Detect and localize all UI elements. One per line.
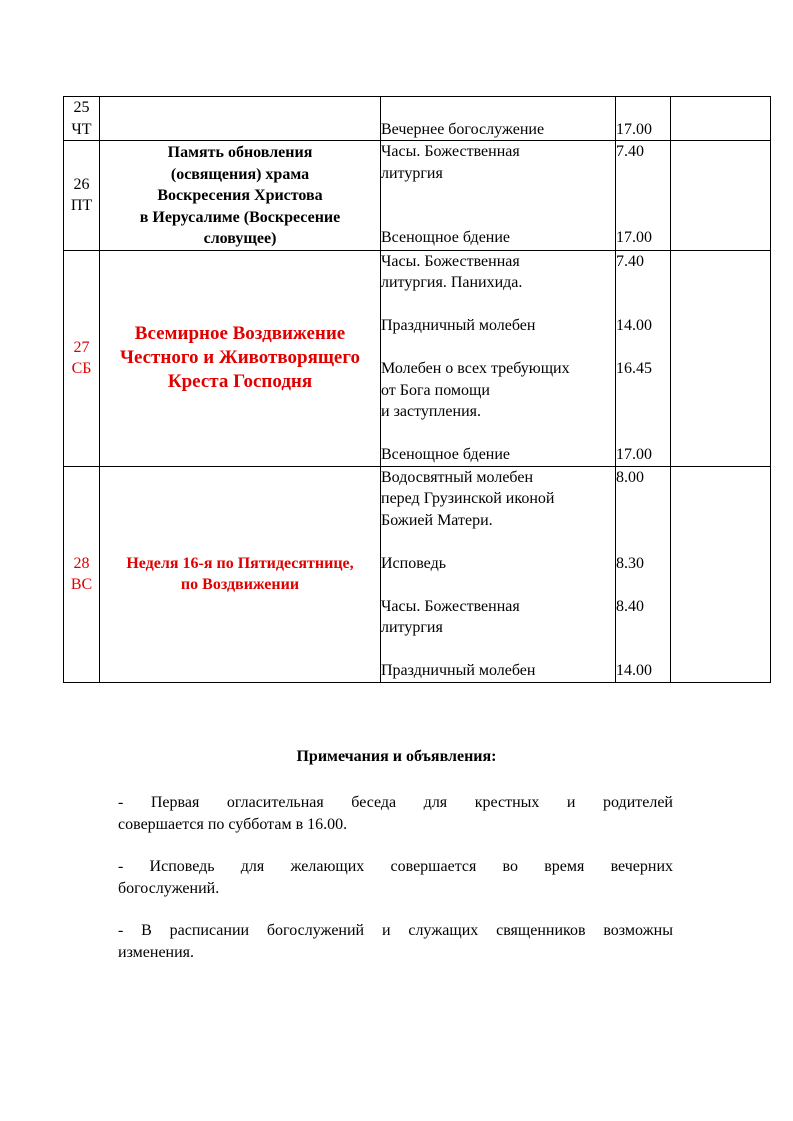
- service-name: Всенощное бдение: [381, 229, 511, 246]
- service-time: 17.00: [616, 446, 652, 463]
- schedule-row: [64, 97, 771, 141]
- feast-title-line: Память обновления: [167, 144, 313, 161]
- service-time: 14.00: [616, 662, 652, 679]
- service-time: [616, 401, 670, 423]
- service-time: [616, 163, 670, 185]
- service-name: [381, 423, 615, 445]
- service-name: литургия. Панихида.: [381, 274, 523, 291]
- feast-cell: [100, 97, 381, 141]
- feast-title-line: Креста Господня: [167, 371, 313, 392]
- service-name: Вечернее богослужение: [381, 120, 545, 138]
- service-time: 14.00: [616, 317, 652, 334]
- service-time: 17.00: [616, 120, 652, 138]
- feast-title-line: в Иерусалиме (Воскресение: [139, 208, 341, 226]
- times-cell: [616, 141, 671, 251]
- service-name: от Бога помощи: [381, 381, 490, 399]
- service-name: литургия: [381, 619, 443, 636]
- note-line: - В расписании богослужений и служащих священников возможны: [118, 922, 673, 939]
- times-cell: [616, 466, 671, 682]
- service-time: [616, 294, 670, 316]
- day-cell: [64, 250, 100, 466]
- service-time: 16.45: [616, 360, 652, 377]
- service-name: [381, 337, 615, 359]
- service-name: литургия: [381, 164, 443, 182]
- service-name: Праздничный молебен: [381, 317, 536, 334]
- service-name: [381, 184, 615, 206]
- service-name: Исповедь: [381, 554, 447, 572]
- service-time: [616, 272, 670, 294]
- services-cell: [381, 97, 616, 141]
- service-time: [616, 380, 670, 402]
- service-name: Праздничный молебен: [381, 662, 536, 679]
- service-name: Водосвятный молебен: [381, 468, 534, 486]
- note-item: [118, 856, 673, 899]
- schedule-table: [63, 96, 771, 683]
- services-cell: [381, 141, 616, 251]
- feast-cell: [100, 466, 381, 682]
- feast-title-line: Неделя 16-я по Пятидесятнице,: [126, 554, 354, 572]
- service-time: 7.40: [616, 143, 644, 160]
- service-name: Божией Матери.: [381, 511, 493, 529]
- note-item: [118, 920, 673, 963]
- day-number: 26: [73, 175, 90, 193]
- day-number: 25: [73, 99, 90, 116]
- service-name: Часы. Божественная: [381, 597, 520, 615]
- empty-cell: [671, 97, 771, 141]
- service-time: [616, 574, 670, 596]
- service-time: [616, 639, 670, 661]
- service-name: [381, 639, 615, 661]
- service-name: [381, 531, 615, 553]
- feast-cell: [100, 141, 381, 251]
- note-item: [118, 792, 673, 835]
- service-time: [616, 423, 670, 445]
- feast-title-line: Воскресения Христова: [157, 187, 323, 204]
- service-name: Часы. Божественная: [381, 252, 520, 270]
- day-cell: [64, 466, 100, 682]
- note-line: - Первая огласительная беседа для крестных и родителей: [118, 794, 673, 811]
- service-time: [616, 184, 670, 206]
- times-cell: [616, 97, 671, 141]
- day-weekday: ЧТ: [71, 120, 92, 138]
- feast-title-line: словущее): [203, 230, 277, 247]
- service-name: [381, 206, 615, 228]
- feast-title-line: по Воздвижении: [180, 576, 300, 593]
- service-time: 8.00: [616, 468, 644, 486]
- services-cell: [381, 250, 616, 466]
- day-weekday: СБ: [71, 360, 92, 377]
- service-time: 8.40: [616, 597, 644, 615]
- schedule-row: [64, 466, 771, 682]
- empty-cell: [671, 250, 771, 466]
- service-name: Всенощное бдение: [381, 446, 511, 463]
- day-number: 28: [73, 554, 90, 572]
- service-time: [616, 206, 670, 228]
- notes-title: Примечания и объявления:: [296, 748, 497, 765]
- note-line: совершается по субботам в 16.00.: [118, 815, 348, 833]
- service-time: [616, 617, 670, 639]
- feast-title-line: (освящения) храма: [170, 165, 310, 183]
- service-time: [616, 531, 670, 553]
- day-weekday: ВС: [70, 576, 93, 593]
- empty-cell: [671, 141, 771, 251]
- service-time: [616, 337, 670, 359]
- service-time: 8.30: [616, 554, 644, 572]
- feast-title-line: Всемирное Воздвижение: [134, 323, 346, 344]
- day-cell: [64, 141, 100, 251]
- service-name: [381, 294, 615, 316]
- note-line: богослужений.: [118, 879, 220, 897]
- schedule-row: [64, 141, 771, 251]
- service-time: [616, 510, 670, 532]
- service-name: и заступления.: [381, 403, 481, 420]
- service-time: [616, 97, 670, 119]
- day-cell: [64, 97, 100, 141]
- note-line: - Исповедь для желающих совершается во время вечерних: [118, 858, 673, 875]
- service-name: Молебен о всех требующих: [381, 360, 570, 377]
- schedule-row: [64, 250, 771, 466]
- note-line: изменения.: [118, 943, 195, 961]
- day-weekday: ПТ: [70, 197, 93, 215]
- service-name: Часы. Божественная: [381, 143, 520, 160]
- service-name: [381, 97, 615, 119]
- day-number: 27: [73, 338, 90, 356]
- service-name: перед Грузинской иконой: [381, 490, 555, 507]
- feast-title-line: Честного и Животворящего: [120, 347, 360, 368]
- service-name: [381, 574, 615, 596]
- service-time: 17.00: [616, 229, 652, 246]
- feast-cell: [100, 250, 381, 466]
- times-cell: [616, 250, 671, 466]
- service-time: 7.40: [616, 252, 644, 270]
- empty-cell: [671, 466, 771, 682]
- services-cell: [381, 466, 616, 682]
- service-time: [616, 488, 670, 510]
